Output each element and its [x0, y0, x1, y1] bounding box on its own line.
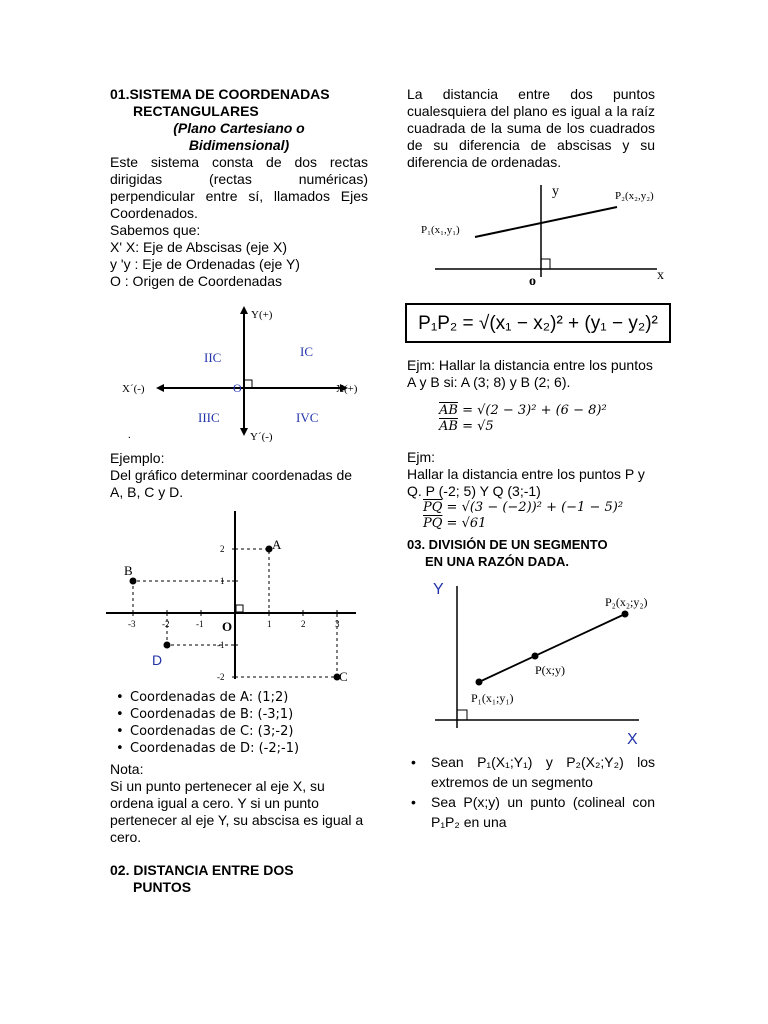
- label-a: A: [272, 537, 282, 552]
- list-item: • Coordenadas de C: (3;-2): [110, 723, 368, 740]
- tick-x-neg1: -1: [196, 619, 204, 629]
- distance-formula-box: [405, 303, 671, 343]
- example-2-step-2: $\overline{PQ} = √61$: [423, 516, 487, 531]
- abscissa-line: X' X: Eje de Abscisas (eje X): [110, 239, 287, 255]
- d2-p-label: P(x;y): [535, 663, 565, 677]
- tick-y-2: 2: [220, 544, 225, 554]
- list-item: • Sea P(x;y) un punto (colineal con P₁P₂ en una: [407, 792, 655, 832]
- section-1-heading: 01.SISTEMA DE COORDENADAS: [110, 86, 330, 102]
- quadrant-1-label: IC: [300, 344, 313, 359]
- example-1-points: A y B si: A (3; 8) y B (2; 6).: [407, 374, 571, 390]
- d2-x-label: X: [627, 731, 638, 748]
- d2-p2-label: P₂(x₂;y₂): [605, 595, 648, 609]
- d1-y-label: y: [552, 184, 559, 199]
- distance-formula: P₁P₂ = √(x₁ − x₂)² + (y₁ − y₂)²: [418, 312, 658, 334]
- nota-text: Si un punto pertenecer al eje X, su ordena igual a cero. Y si un punto pertenecer al eje Y, su abscisa es igual a cero.: [110, 778, 364, 845]
- y-minus-label: Y´(-): [250, 431, 273, 442]
- d1-p2-label: P₂(x₂,y₂): [615, 190, 654, 202]
- distance-diagram: [407, 177, 669, 287]
- x-minus-label: X´(-): [122, 383, 145, 395]
- segment-pq: $\overline{PQ}$: [423, 500, 443, 515]
- tick-x-neg2: -2: [162, 619, 170, 629]
- tick-y-neg2: -2: [217, 672, 225, 682]
- d2-y-label: Y: [433, 581, 444, 598]
- nota-label: Nota:: [110, 761, 144, 777]
- tick-y-1: 1: [220, 576, 225, 586]
- stray-dot: .: [128, 429, 131, 441]
- list-item: • Coordenadas de B: (-3;1): [110, 706, 368, 723]
- point-b: [130, 578, 137, 585]
- y-plus-label: Y(+): [251, 309, 273, 321]
- quadrant-2-label: IIC: [204, 350, 222, 365]
- section-3-heading: 03. DIVISIÓN DE UN SEGMENTO: [407, 537, 608, 552]
- section-2-heading: 02. DISTANCIA ENTRE DOS: [110, 862, 294, 878]
- origin-line: O : Origen de Coordenadas: [110, 273, 282, 289]
- tick-x-1: 1: [267, 619, 272, 629]
- label-b: B: [124, 563, 133, 578]
- segment-ab: $\overline{AB}$: [439, 403, 458, 418]
- quadrant-3-label: IIIC: [198, 410, 220, 425]
- list-item: • Sean P₁(X₁;Y₁) y P₂(X₂;Y₂) los extremos de un segmento: [407, 752, 655, 792]
- d1-p1-label: P₁(x₁,y₁): [421, 224, 460, 236]
- label-d: D: [152, 652, 163, 668]
- coordinate-example-graph: [104, 507, 364, 683]
- label-c: C: [339, 669, 348, 683]
- origin-o-label: O: [222, 619, 233, 634]
- d1-x-label: x: [657, 268, 664, 283]
- coordinates-list: [110, 689, 368, 757]
- example-2-prompt: Hallar la distancia entre los puntos P y Q. P (-2; 5) Y Q (3;-1): [407, 466, 645, 499]
- example-1-step-1: $\overline{AB} = √(2 - 3)^2 + (6 - 8)^2$: [439, 403, 607, 418]
- list-item: • Coordenadas de A: (1;2): [110, 689, 368, 706]
- left-column: [110, 86, 368, 896]
- segment-ab: $\overline{AB}$: [439, 419, 458, 434]
- distance-intro: La distancia entre dos puntos cualesquiera del plano es igual a la raíz cuadrada de la suma de los cuadrados de su diferencia de abscisas y su diferencia de ordenadas.: [407, 86, 655, 170]
- tick-x-neg3: -3: [128, 619, 136, 629]
- example-2-step-1: $\overline{PQ} = √(3 - (-2))^2 + (-1 - 5)^2$: [423, 500, 624, 515]
- example-1-prompt: Ejm: Hallar la distancia entre los puntos: [407, 357, 653, 373]
- d1-o-label: o: [529, 274, 536, 287]
- section-1-subtitle: (Plano Cartesiano o: [173, 120, 305, 136]
- d2-p1-label: P₁(x₁;y₁): [471, 691, 514, 705]
- intro-paragraph: Este sistema consta de dos rectas dirigidas (rectas numéricas) perpendicular entre sí, llamados Ejes Coordenados.: [110, 154, 368, 221]
- segment-pq: $\overline{PQ}$: [423, 516, 443, 531]
- x-plus-label: X(+): [336, 383, 358, 395]
- example-2-label: Ejm:: [407, 449, 435, 465]
- ejemplo-text: Del gráfico determinar coordenadas de A, B, C y D.: [110, 467, 353, 500]
- ejemplo-label: Ejemplo:: [110, 450, 165, 466]
- tick-x-3: 3: [335, 619, 340, 629]
- tick-y-neg1: -1: [217, 640, 225, 650]
- section-3-heading-cont: EN UNA RAZÓN DADA.: [425, 554, 569, 569]
- section-2-heading-cont: PUNTOS: [133, 879, 192, 895]
- right-column: [407, 86, 664, 832]
- point-d: [164, 642, 171, 649]
- section-1-subtitle-cont: Bidimensional): [188, 137, 290, 153]
- section-1-heading-cont: RECTANGULARES: [133, 103, 259, 119]
- origin-label: O: [233, 381, 242, 395]
- ordinate-line: y 'y : Eje de Ordenadas (eje Y): [110, 256, 300, 272]
- quadrant-4-label: IVC: [296, 410, 319, 425]
- example-1-step-2: $\overline{AB} = √5$: [439, 419, 494, 434]
- list-item: • Coordenadas de D: (-2;-1): [110, 740, 368, 757]
- tick-x-2: 2: [301, 619, 306, 629]
- division-diagram: [407, 578, 669, 748]
- quadrant-diagram: [118, 302, 376, 442]
- sabemos-label: Sabemos que:: [110, 222, 201, 238]
